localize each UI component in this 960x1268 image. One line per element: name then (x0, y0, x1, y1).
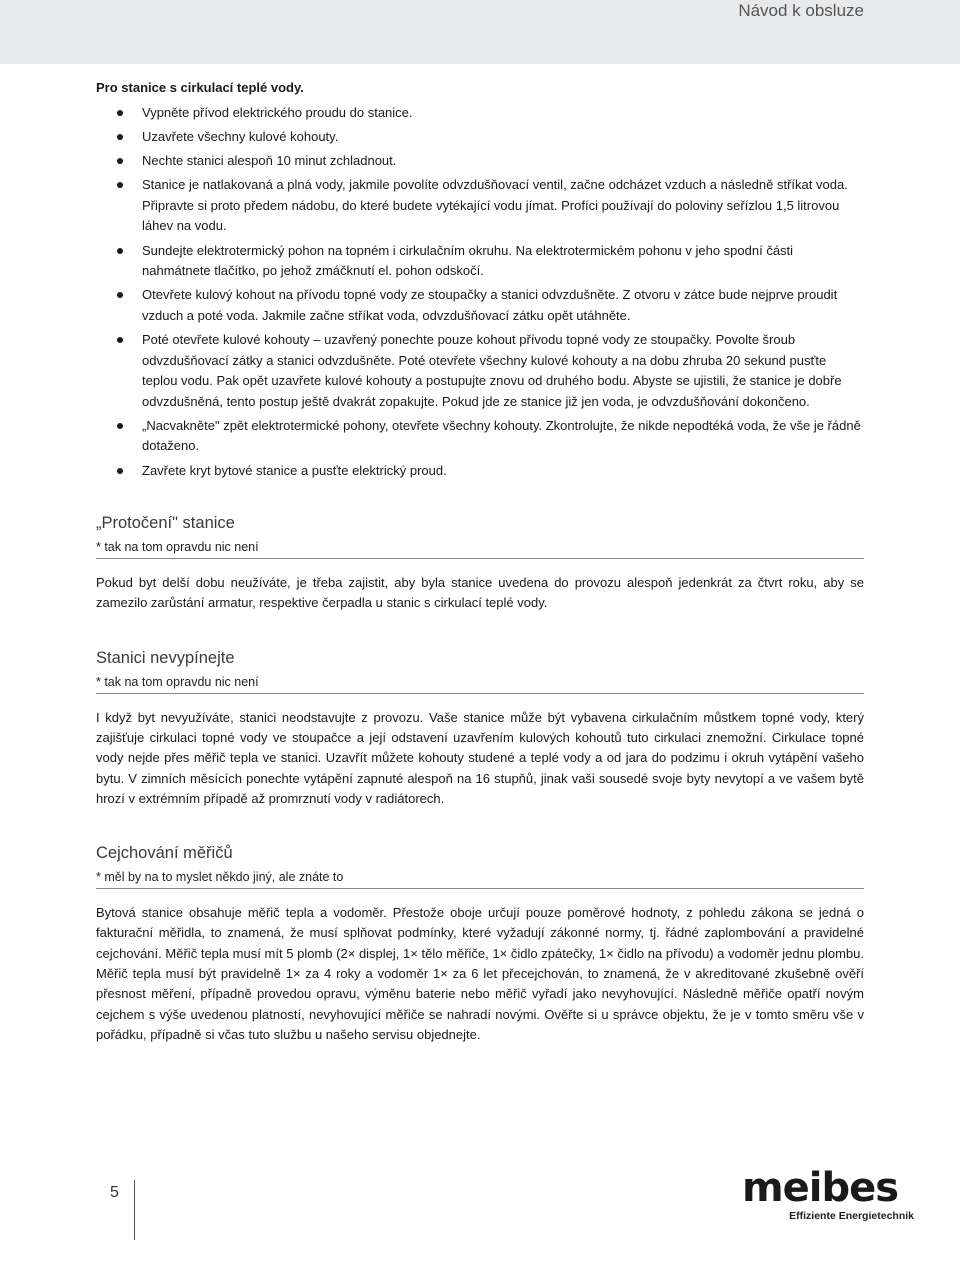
section-subtitle: * měl by na to myslet někdo jiný, ale znáte to (96, 870, 344, 885)
section-title: Stanici nevypínejte (96, 648, 235, 667)
section-subtitle: * tak na tom opravdu nic není (96, 540, 259, 555)
header-bar (0, 0, 960, 64)
list-item: Sundejte elektrotermický pohon na topném i cirkulačním okruhu. Na elektrotermickém pohonu v jeho spodní části nahmátnete tlačítko, po jehož zmáčknutí el. pohon odskočí. (96, 241, 864, 282)
document-title: Návod k obsluze (738, 1, 864, 20)
list-item: Otevřete kulový kohout na přívodu topné vody ze stoupačky a stanici odvzdušněte. Z otvoru v zátce bude nejprve proudit vzduch a poté voda. Jakmile začne stříkat voda, odvzdušňovací zátku opět utáhněte. (96, 285, 864, 326)
list-item: Zavřete kryt bytové stanice a pusťte elektrický proud. (96, 461, 864, 482)
main-content (96, 80, 864, 1045)
bullet-icon (117, 248, 123, 254)
section-cejchovani (96, 841, 864, 1045)
list-item: Stanice je natlakovaná a plná vody, jakmile povolíte odvzdušňovací ventil, začne odcházet vzduch a následně stříkat voda. Připravte si proto předem nádobu, do které budete vytékající vodu jímat. Profíci používají do poloviny seřízlou 1,5 litrovou láhev na vodu. (96, 175, 864, 237)
meibes-logo (742, 1165, 914, 1228)
section-subtitle: * tak na tom opravdu nic není (96, 674, 259, 689)
page-number: 5 (110, 1184, 119, 1201)
section-protoceni (96, 511, 864, 614)
list-item: „Nacvakněte" zpět elektrotermické pohony, otevřete všechny kohouty. Zkontrolujte, že nikde nepodtéká voda, že vše je řádně dotaženo. (96, 416, 864, 457)
section-nevypinejte (96, 646, 864, 809)
section-divider (96, 693, 864, 694)
bullet-icon (117, 158, 123, 164)
section-title: „Protočení" stanice (96, 514, 235, 533)
bullet-icon (117, 182, 123, 188)
list-item: Nechte stanici alespoň 10 minut zchladnout. (96, 151, 864, 172)
list-item: Vypněte přívod elektrického proudu do stanice. (96, 103, 864, 124)
list-item: Poté otevřete kulové kohouty – uzavřený ponechte pouze kohout přívodu topné vody ze stoupačky. Povolte šroub odvzdušňovací zátky a stanici odvzdušněte. Poté otevřete všechny kulové kohouty a na dobu zhruba 20 sekund pusťte teplou vodu. Pak opět uzavřete kulové kohouty a postupujte znovu od druhého bodu. Abyste se ujistili, že stanice je dobře odvzdušněná, tento postup ještě dvakrát zopakujte. Pokud jde ze stanice již jen voda, je odvzdušňování dokončeno. (96, 330, 864, 412)
section-divider (96, 888, 864, 889)
bullet-icon (117, 110, 123, 116)
bullet-icon (117, 134, 123, 140)
bullet-icon (117, 468, 123, 474)
section-body: I když byt nevyužíváte, stanici neodstavujte z provozu. Vaše stanice může být vybavena cirkulačním můstkem topné vody, který zajišťuje cirkulaci topné vody ve stoupačce a její odstavení uzavřením kulových kohoutů tuto cirkulaci znemožní. Cirkulace topné vody nejde přes měřič tepla ve stanici. Uzavřít můžete kohouty studené a teplé vody a od jara do podzimu i okruh vytápění vašeho bytu. V zimních měsících ponechte vytápění zapnuté alespoň na 16 stupňů, jinak vaši sousedé svoje byty nevytopí a ve vašem bytě hrozí v extrémním případě až promrznutí vody v radiátorech. (96, 709, 864, 806)
bullet-icon (117, 423, 123, 429)
intro-title: Pro stanice s cirkulací teplé vody. (96, 80, 304, 95)
bullet-icon (117, 337, 123, 343)
logo-tagline: Effiziente Energietechnik (789, 1210, 914, 1222)
bullet-icon (117, 292, 123, 298)
logo-wordmark: meibes (742, 1165, 899, 1211)
footer-divider (134, 1180, 135, 1240)
section-title: Cejchování měřičů (96, 844, 233, 863)
section-body: Bytová stanice obsahuje měřič tepla a vodoměr. Přestože oboje určují pouze poměrové hodnoty, z pohledu zákona se jedná o fakturační měřidla, to znamená, že musí splňovat podmínky, které vyžadují zákonné normy, tj. řádné zaplombování a pravidelné cejchování. Měřič tepla musí mít 5 plomb (2× displej, 1× tělo měřiče, 1× čidlo zpátečky, 1× čidlo na přívodu) a vodoměr jednu plombu. Měřič tepla musí být pravidelně 1× za 4 roky a vodoměr 1× za 6 let přecejchován, to znamená, že v akreditované zkušebně ověří přesnost měření, případně provedou opravu, výměnu baterie nebo měřič vyřadí jako nevyhovující. Následně měřiče opatří novým cejchem s výše uvedenou platností, nevyhovující měřiče se nahradí novými. Ověřte si u správce objektu, že je v tomto směru vše v pořádku, případně si včas tuto službu u našeho servisu objednejte. (96, 905, 864, 1042)
list-item: Uzavřete všechny kulové kohouty. (96, 127, 864, 148)
section-body: Pokud byt delší dobu neužíváte, je třeba zajistit, aby byla stanice uvedena do provozu alespoň jedenkrát za čtvrt roku, aby se zamezilo zarůstání armatur, respektive čerpadla u stanic s cirkulací teplé vody. (96, 575, 864, 611)
section-divider (96, 558, 864, 559)
steps-list (96, 103, 864, 481)
